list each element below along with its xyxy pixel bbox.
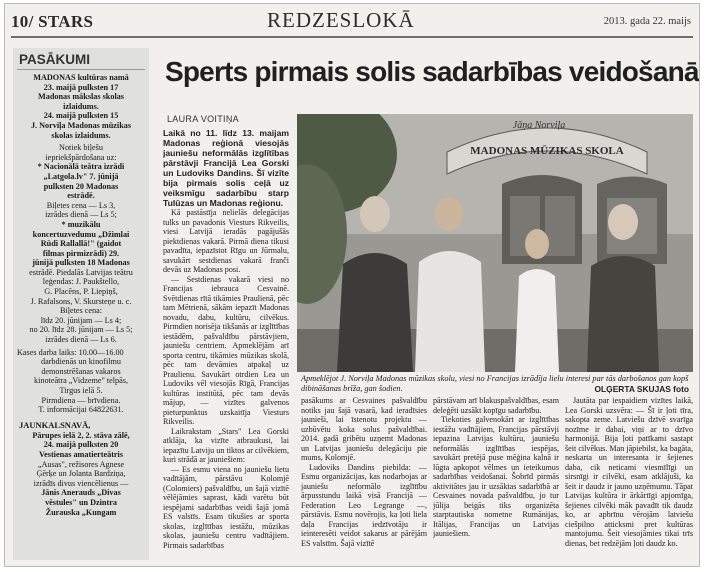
sidebar-divider bbox=[17, 69, 145, 70]
event-line: leģendas: J. Paukštello, bbox=[42, 277, 120, 287]
event-line: Ģērķe un Jolanta Bardziņa, bbox=[36, 469, 126, 479]
page-section-label: 10/ STARS bbox=[11, 12, 94, 31]
event-line: Biļetes cena — Ls 3, bbox=[46, 200, 116, 210]
article-paragraph: Tiekoties galvenokārt ar izglītības iestāžu vadītājiem, Francijas pārstāvji iepazina Latvijas kultūru, jauniešu neformālās izglītības iespējas, savukārt pretējā puse mēģina kalnā ir lūgta apkopot vēlmes un ieteikumus sadarbības veidošanai. Šobrīd pirmās aktivitātes jau ir uzsāktas sadarbībā ar Cesvaines novada pašvaldību, jo tur jūlija beigās tiks organizēta starptautiska nometne Rumānijas, Itālijas, Francijas un Latvijas jauniešiem. bbox=[433, 415, 559, 538]
event-line: demonstrēšanas vakaros bbox=[41, 366, 121, 376]
sign-line-1: Jāņa Norviļa bbox=[512, 120, 566, 131]
sign-line-2: MADONAS MŪZIKAS SKOLA bbox=[470, 145, 624, 157]
event-line: Kases darba laiks: 10.00—16.00 bbox=[17, 347, 124, 357]
event-line: pulksten 20 Madonas bbox=[43, 181, 119, 191]
event-line: skolas izlaidums. bbox=[51, 130, 111, 140]
issue-date: 2013. gada 22. maijs bbox=[603, 16, 691, 27]
event-line: Pirmdiena — brīvdiena. bbox=[41, 395, 121, 405]
event-line: „Latgola.lv" 7. jūnijā bbox=[43, 171, 119, 181]
event-line: kinoteātra „Vidzeme" telpās, bbox=[33, 376, 128, 386]
event-line: 24. maijā pulksten 15 bbox=[43, 111, 119, 121]
article-column-2 bbox=[301, 396, 427, 560]
article-photo bbox=[297, 114, 693, 372]
header-divider bbox=[11, 36, 693, 38]
event-line: J. Norviļa Madonas mūzikas bbox=[30, 120, 132, 130]
article-lead: Laikā no 11. līdz 13. maijam Madonas reģionā viesojās jauniešu neformālās izglītības pārstāvji Francijā Lea Gorski un Ludoviks Dandins. Šī vizīte bija pirmais solis ceļā uz veiksmīgu sadarbību starp Tulūzas un Madonas reģionu. bbox=[163, 128, 289, 208]
article-author: LAURA VOITIŅA bbox=[167, 114, 239, 124]
event-line: darbdienās un kinofilmu bbox=[40, 357, 122, 367]
event-line: Tirgus ielā 5. bbox=[59, 386, 103, 395]
article-column-1 bbox=[163, 128, 289, 560]
event-line: jūnijā pulksten 18 Madonas bbox=[32, 258, 130, 268]
event-line: * muzikālu bbox=[61, 219, 101, 229]
article-paragraph: Laikrakstam „Stars" Lea Gorski atklāja, ka vizīte atbraukusi, lai iepazītu Latviju un tiktos ar cilvēkiem, kuri strādā ar jauniešiem: bbox=[163, 426, 289, 464]
event-line: T. informācijai 64822631. bbox=[38, 405, 124, 415]
event-line: G. Placēns, P. Liepiņš, bbox=[44, 287, 118, 297]
article-headline: Sperts pirmais solis sadarbības veidošanā bbox=[165, 56, 699, 87]
article-paragraph: Jautāta par iespaidiem vizītes laikā, Lea Gorski uzsvēra: — Šī ir ļoti tīra, sakopta zeme. Latviešu dzīvē svarīga nozīme ir dabai, viņi ar to dzīvo harmonijā. Bija ļoti patīkami sastapt šeit cilvēkus. Man jāpiebilst, ka bagāta, neskarta un interesanta ir šejienes daba, cik neticami viesmīlīgi un sirsnīgi ir cilvēki, esam atklājuši, ka šeit ir daudz ir jauno uzņēmumu. Tāpat Latvijas kultūra ir ārkārtīgi apjomīga, šejienes cilvēki māk pavadīt tik daudz ko, ar apbrīnu vērojām latviešu ciešpilno atticksmi pret kultūras mantojumu. Šeit viesojāmies tikai trīs dienas, bet redzējām ļoti daudz ko. bbox=[565, 396, 693, 548]
event-line: * Nacionālā teātra izrādi bbox=[37, 162, 125, 172]
events-sidebar bbox=[13, 48, 149, 560]
event-line: no 20. līdz 28. jūnijam — Ls 5; bbox=[29, 325, 133, 335]
article-paragraph: Kā pastāstīja nelielās delegācijas tulks un pavadonis Viesturs Rikveilis, viesi Latvijā ieradās pagājušās piektdienas vakarā. Pirmā diena tikusi pavadīta, iepazīstot Rīgu un Jūrmalu, savukārt sestdienas vakarā franči devās uz Madonas posi. bbox=[163, 208, 289, 274]
event-line: Madonas mākslas skolas bbox=[38, 92, 124, 102]
article-column-4 bbox=[565, 396, 693, 560]
section-title: REDZESLOKĀ bbox=[267, 8, 415, 32]
event-line: Biļetes cena: bbox=[59, 306, 103, 316]
event-line: MADONAS kultūras namā bbox=[33, 73, 129, 82]
photo-caption: Apmeklējot J. Norviļa Madonas mūzikas skolu, viesi no Francijas izrādīja lielu interesi par tās darbošanos gan kopš dibināšanas brīža, gan šodien. bbox=[301, 374, 689, 393]
event-line: Rūdi Rallallā!" (gaidot bbox=[40, 239, 122, 249]
photo-credit: OLĢERTA SKUJAS foto bbox=[594, 384, 689, 394]
event-line: J. Rafalsons, V. Skursteņe u. c. bbox=[30, 296, 132, 306]
event-line: vēstules" un Dzintra bbox=[45, 497, 117, 507]
event-line: Notiek biļešu bbox=[59, 143, 103, 153]
event-line: izrādīs divus viencēlienus — bbox=[33, 478, 129, 488]
article-paragraph: — Es esmu viena no jauniešu lietu vadītājām, pārstāvu Kolomjē (Colomiers) pašvaldību, un šajā vizītē vēlējāmies saprast, kādi varētu būt iespējami sadarbības veidi šajā jomā ES valstīs. Esam tikušies ar sporta skolas, izglītības iestāžu, mūzikas skolas, jauniešu centru vadītājiem. Pirmais sadarbības bbox=[163, 464, 289, 550]
event-line: izrādes dienā — Ls 6. bbox=[45, 335, 117, 345]
event-line: Vestienas amatierteātris bbox=[38, 449, 124, 459]
event-line: 24. maijā pulksten 20 bbox=[43, 440, 119, 450]
article-paragraph: Ludoviks Dandins piebilda: — Esmu organizācijas, kas nodarbojas ar jauniešu neformālo izglītību ārpusstundu laikā visā Francijā — Federation Leo Legrange —, pārstāvis. Esmu novērojis, ka ļoti liela daļa Francijas iedzīvotāju ir ieinteresēti veidot sakarus ar pārējām ES valstīm. Šajā vizītē bbox=[301, 462, 427, 548]
event-line: estrādē. bbox=[67, 191, 95, 201]
event-line: līdz 20. jūnijam — Ls 4; bbox=[40, 315, 122, 325]
article-paragraph: — Sestdienas vakarā viesi no Francijas iebrauca Cesvainē. Svētdienas rītā tikāmies Praulienā, pēc tam Mētrienā, sākām iepazīt Madonas novadu, dabu, kultūru, cilvēkus. Pirmdien norisēja tikšanās ar izglītības iestādēm, pašvaldību pārstāvjiem, jauniešu centriem. Apmeklējām arī sporta centru, tikāmies mūzikas skolā, pēc tam devāmies atpakaļ uz Praulienu. Savukārt otrdien Lea un Ludoviks vēl viesojās Rīgā, Francijas kultūras institūtā, pēc tam devās mājup, — vizītes galvenos pieturpunktus uzskaitīja Viesturs Rikveilis. bbox=[163, 274, 289, 426]
event-line: „Ausas", režisores Agnese bbox=[37, 459, 125, 469]
event-line: izlaidums. bbox=[63, 101, 99, 111]
event-line: koncertuzvedumu „Džimlai bbox=[32, 229, 130, 239]
sidebar-title: PASĀKUMI bbox=[19, 52, 91, 67]
event-line: izrādes dienā — Ls 5; bbox=[45, 210, 117, 220]
event-line: 23. maijā pulksten 17 bbox=[43, 82, 119, 92]
article-paragraph: pasākums ar Cesvaines pašvaldību notiks jau šajā vasarā, kad ieradīsies jaunieši, lai īstenotu projektu — uzbūvētu koka solus pašvaldībai. 2014. gadā gribētu uzņemt Madonas un Latvijas jauniešu delegāciju pie mums, Kolomjē. bbox=[301, 396, 427, 462]
event-line: Jānis Anerauds „Divas bbox=[41, 488, 121, 498]
event-line: filmas pirmizrādi) 29. bbox=[42, 248, 120, 258]
newspaper-page bbox=[4, 3, 700, 567]
article-column-3 bbox=[433, 396, 559, 560]
event-line: Pārupes ielā 2, 2. stāva zālē, bbox=[32, 430, 130, 440]
event-line: estrādē. Piedalās Latvijas teātru bbox=[29, 267, 133, 277]
event-line: iepriekšpārdošana uz: bbox=[45, 152, 117, 162]
sidebar-subhead: JAUNKALSNAVĀ, bbox=[19, 419, 91, 430]
article-paragraph: pārstāvam arī blakuspašvaldības, esam deleģēti uzsākt kopīgu sadarbību. bbox=[433, 396, 559, 415]
event-line: Žurauska „Kungam bbox=[45, 507, 117, 517]
